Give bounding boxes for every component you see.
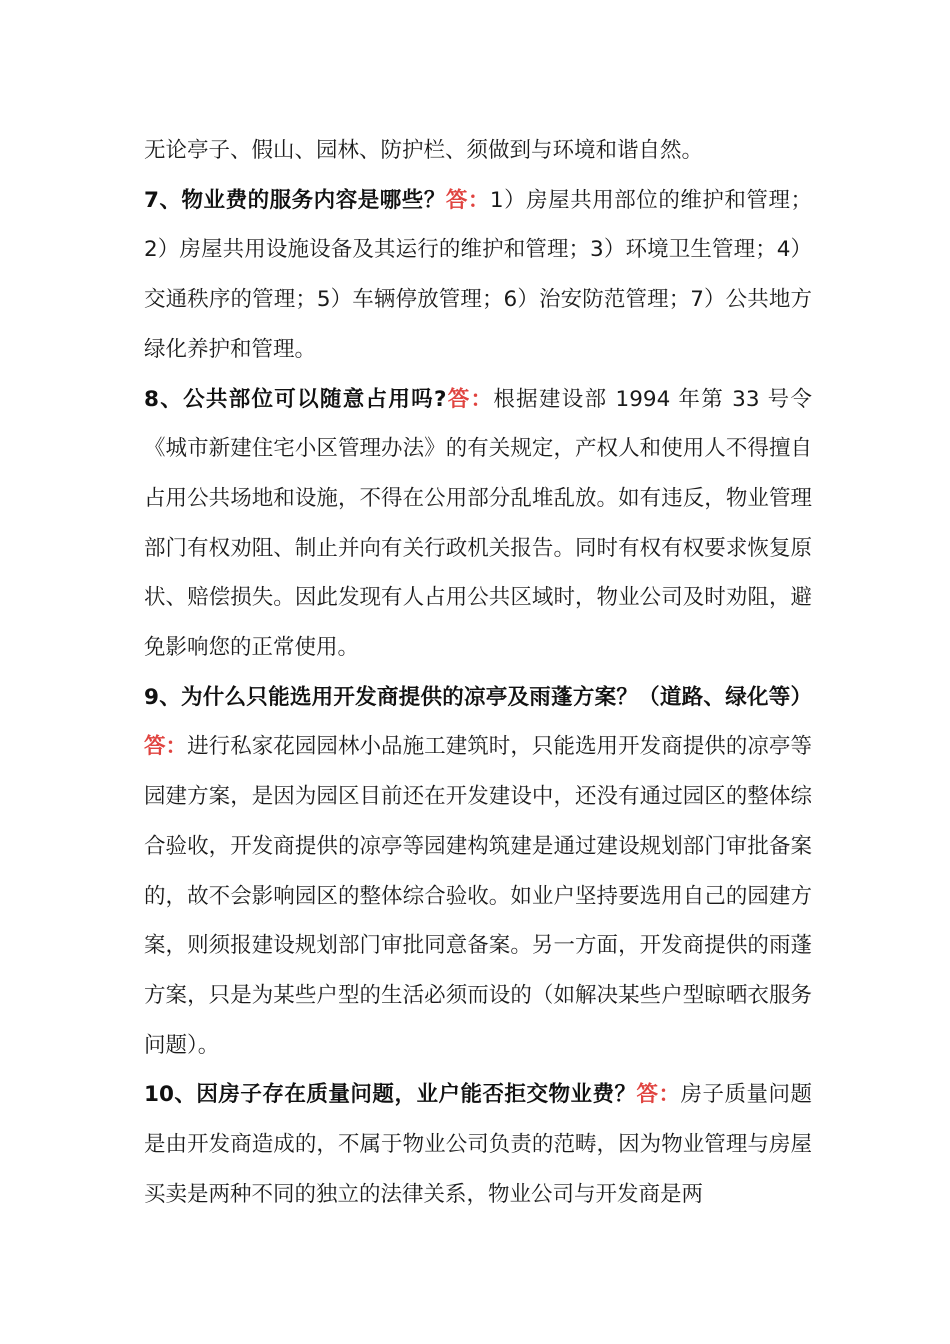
qa-item-10 — [144, 1070, 812, 1219]
answer-label-8: 答： — [446, 386, 494, 412]
question-8: 8、公共部位可以随意占用吗? — [144, 386, 447, 412]
qa-item-9 — [144, 673, 812, 1071]
answer-8: 根据建设部 1994 年第 33 号令《城市新建住宅小区管理办法》的有关规定，产权人和使用人不得擅自占用公共场地和设施，不得在公用部分乱堆乱放。如有违反，物业管理部门有权劝阻、制止并向有关行政机关报告。同时有权有权要求恢复原状、赔偿损失。因此发现有人占用公共区域时，物业公司及时劝阻，避免影响您的正常使用。 — [144, 386, 812, 661]
qa-item-8 — [144, 375, 812, 673]
document-page — [144, 126, 812, 1219]
answer-label-7: 答： — [445, 187, 490, 213]
question-9: 9、为什么只能选用开发商提供的凉亭及雨蓬方案？（道路、绿化等） — [144, 684, 812, 710]
answer-10: 房子质量问题是由开发商造成的，不属于物业公司负责的范畴，因为物业管理与房屋买卖是两种不同的独立的法律关系，物业公司与开发商是两 — [144, 1082, 812, 1207]
qa-item-7 — [144, 176, 812, 375]
answer-label-9: 答： — [144, 734, 188, 760]
answer-7: 1）房屋共用部位的维护和管理；2）房屋共用设施设备及其运行的维护和管理；3）环境卫生管理；4）交通秩序的管理；5）车辆停放管理；6）治安防范管理；7）公共地方绿化养护和管理。 — [144, 187, 812, 362]
intro-text: 无论亭子、假山、园林、防护栏、须做到与环境和谐自然。 — [144, 138, 704, 163]
intro-paragraph — [144, 126, 812, 176]
question-10: 10、因房子存在质量问题，业户能否拒交物业费？ — [144, 1082, 637, 1108]
answer-label-10: 答： — [636, 1082, 681, 1108]
question-7: 7、物业费的服务内容是哪些？ — [144, 187, 446, 213]
answer-9: 进行私家花园园林小品施工建筑时，只能选用开发商提供的凉亭等园建方案，是因为园区目前还在开发建设中，还没有通过园区的整体综合验收，开发商提供的凉亭等园建构筑建是通过建设规划部门审批备案的，故不会影响园区的整体综合验收。如业户坚持要选用自己的园建方案，则须报建设规划部门审批同意备案。另一方面，开发商提供的雨蓬方案，只是为某些户型的生活必须而设的（如解决某些户型晾晒衣服务问题）。 — [144, 734, 812, 1058]
